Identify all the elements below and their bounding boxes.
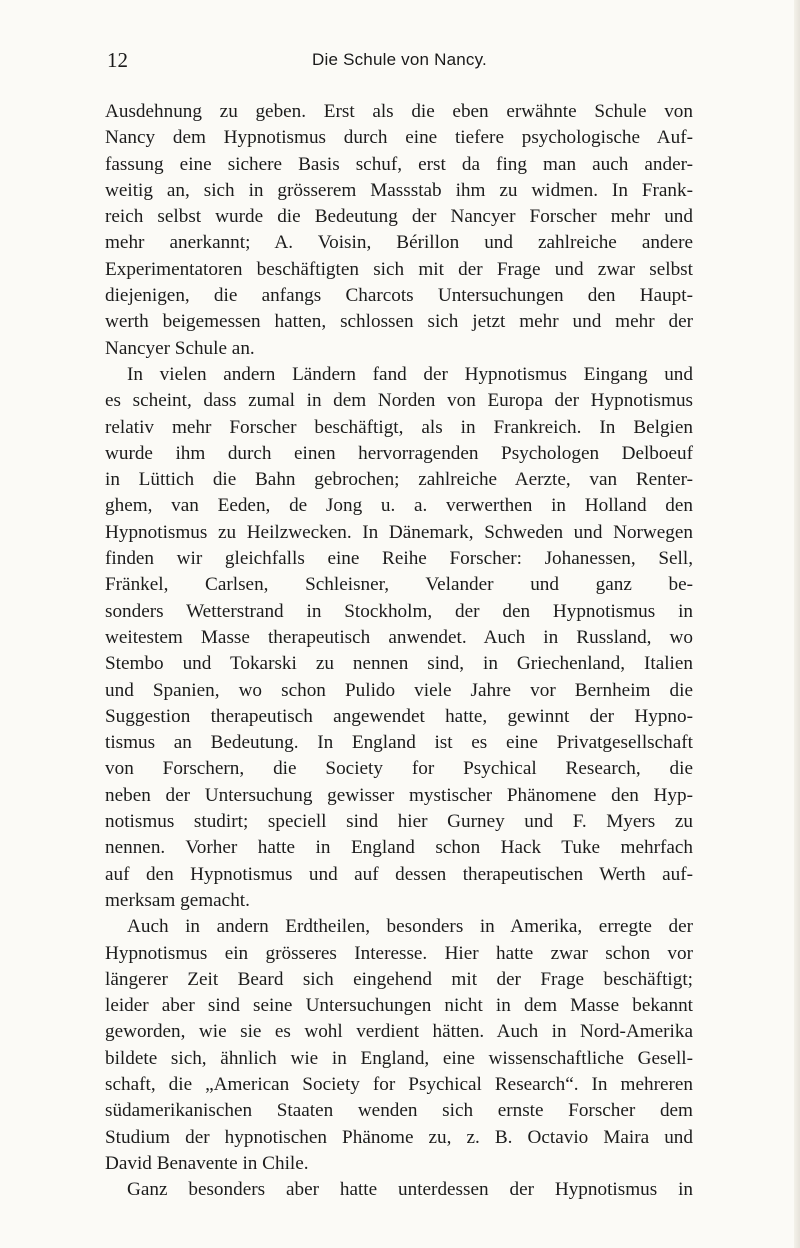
text-line: werth beigemessen hatten, schlossen sich jetzt mehr und mehr der: [105, 311, 693, 333]
text-line: mehr anerkannt; A. Voisin, Bérillon und zahlreiche andere: [105, 232, 693, 254]
text-line: relativ mehr Forscher beschäftigt, als in Frankreich. In Belgien: [105, 416, 693, 438]
text-line: Nancy dem Hypnotismus durch eine tiefere psychologische Auf-: [105, 127, 693, 149]
text-line: reich selbst wurde die Bedeutung der Nancyer Forscher mehr und: [105, 206, 693, 228]
text-line: wurde ihm durch einen hervorragenden Psychologen Delboeuf: [105, 442, 693, 464]
text-line: merksam gemacht.: [105, 889, 250, 911]
text-line: Ganz besonders aber hatte unterdessen der Hypnotismus in: [127, 1179, 693, 1201]
text-line: Studium der hypnotischen Phänome zu, z. B. Octavio Maira und: [105, 1126, 693, 1148]
text-line: geworden, wie sie es wohl verdient hätten. Auch in Nord-Amerika: [105, 1021, 693, 1043]
text-line: Nancyer Schule an.: [105, 337, 255, 359]
text-line: Suggestion therapeutisch angewendet hatte, gewinnt der Hypno-: [105, 705, 693, 727]
page-number: 12: [107, 48, 128, 72]
text-line: nennen. Vorher hatte in England schon Hack Tuke mehrfach: [105, 837, 693, 859]
text-line: es scheint, dass zumal in dem Norden von Europa der Hypnotismus: [105, 390, 693, 412]
text-line: fassung eine sichere Basis schuf, erst da fing man auch ander-: [105, 153, 693, 175]
text-line: Stembo und Tokarski zu nennen sind, in Griechenland, Italien: [105, 653, 693, 675]
page-header: [107, 48, 692, 80]
text-line: bildete sich, ähnlich wie in England, eine wissenschaftliche Gesell-: [105, 1047, 693, 1069]
text-line: diejenigen, die anfangs Charcots Untersuchungen den Haupt-: [105, 285, 693, 307]
text-line: David Benavente in Chile.: [105, 1152, 309, 1174]
text-line: Experimentatoren beschäftigten sich mit der Frage und zwar selbst: [105, 258, 693, 280]
text-line: Hypnotismus zu Heilzwecken. In Dänemark, Schweden und Norwegen: [105, 521, 693, 543]
text-line: Auch in andern Erdtheilen, besonders in Amerika, erregte der: [127, 916, 693, 938]
running-head: Die Schule von Nancy.: [312, 50, 487, 69]
text-line: von Forschern, die Society for Psychical Research, die: [105, 758, 693, 780]
text-line: ghem, van Eeden, de Jong u. a. verwerthen in Holland den: [105, 495, 693, 517]
text-line: Fränkel, Carlsen, Schleisner, Velander und ganz be-: [105, 574, 693, 596]
text-line: leider aber sind seine Untersuchungen nicht in dem Masse bekannt: [105, 995, 693, 1017]
text-line: weitestem Masse therapeutisch anwendet. Auch in Russland, wo: [105, 626, 693, 648]
text-line: notismus studirt; speciell sind hier Gurney und F. Myers zu: [105, 811, 693, 833]
text-line: schaft, die „American Society for Psychical Research“. In mehreren: [105, 1073, 693, 1095]
body-text: [105, 99, 693, 1203]
text-line: sonders Wetterstrand in Stockholm, der den Hypnotismus in: [105, 600, 693, 622]
text-line: Hypnotismus ein grösseres Interesse. Hier hatte zwar schon vor: [105, 942, 693, 964]
text-line: Ausdehnung zu geben. Erst als die eben erwähnte Schule von: [105, 101, 693, 122]
text-line: In vielen andern Ländern fand der Hypnotismus Eingang und: [127, 363, 693, 385]
text-line: auf den Hypnotismus und auf dessen therapeutischen Werth auf-: [105, 863, 693, 885]
text-line: finden wir gleichfalls eine Reihe Forscher: Johanessen, Sell,: [105, 548, 693, 570]
page-edge: [794, 0, 800, 1248]
text-line: tismus an Bedeutung. In England ist es eine Privatgesellschaft: [105, 732, 693, 754]
text-line: in Lüttich die Bahn gebrochen; zahlreiche Aerzte, van Renter-: [105, 469, 693, 491]
text-line: und Spanien, wo schon Pulido viele Jahre vor Bernheim die: [105, 679, 693, 701]
text-line: weitig an, sich in grösserem Massstab ihm zu widmen. In Frank-: [105, 179, 693, 201]
text-line: südamerikanischen Staaten wenden sich ernste Forscher dem: [105, 1100, 693, 1122]
text-line: längerer Zeit Beard sich eingehend mit der Frage beschäftigt;: [105, 968, 693, 990]
text-line: neben der Untersuchung gewisser mystischer Phänomene den Hyp-: [105, 784, 693, 806]
